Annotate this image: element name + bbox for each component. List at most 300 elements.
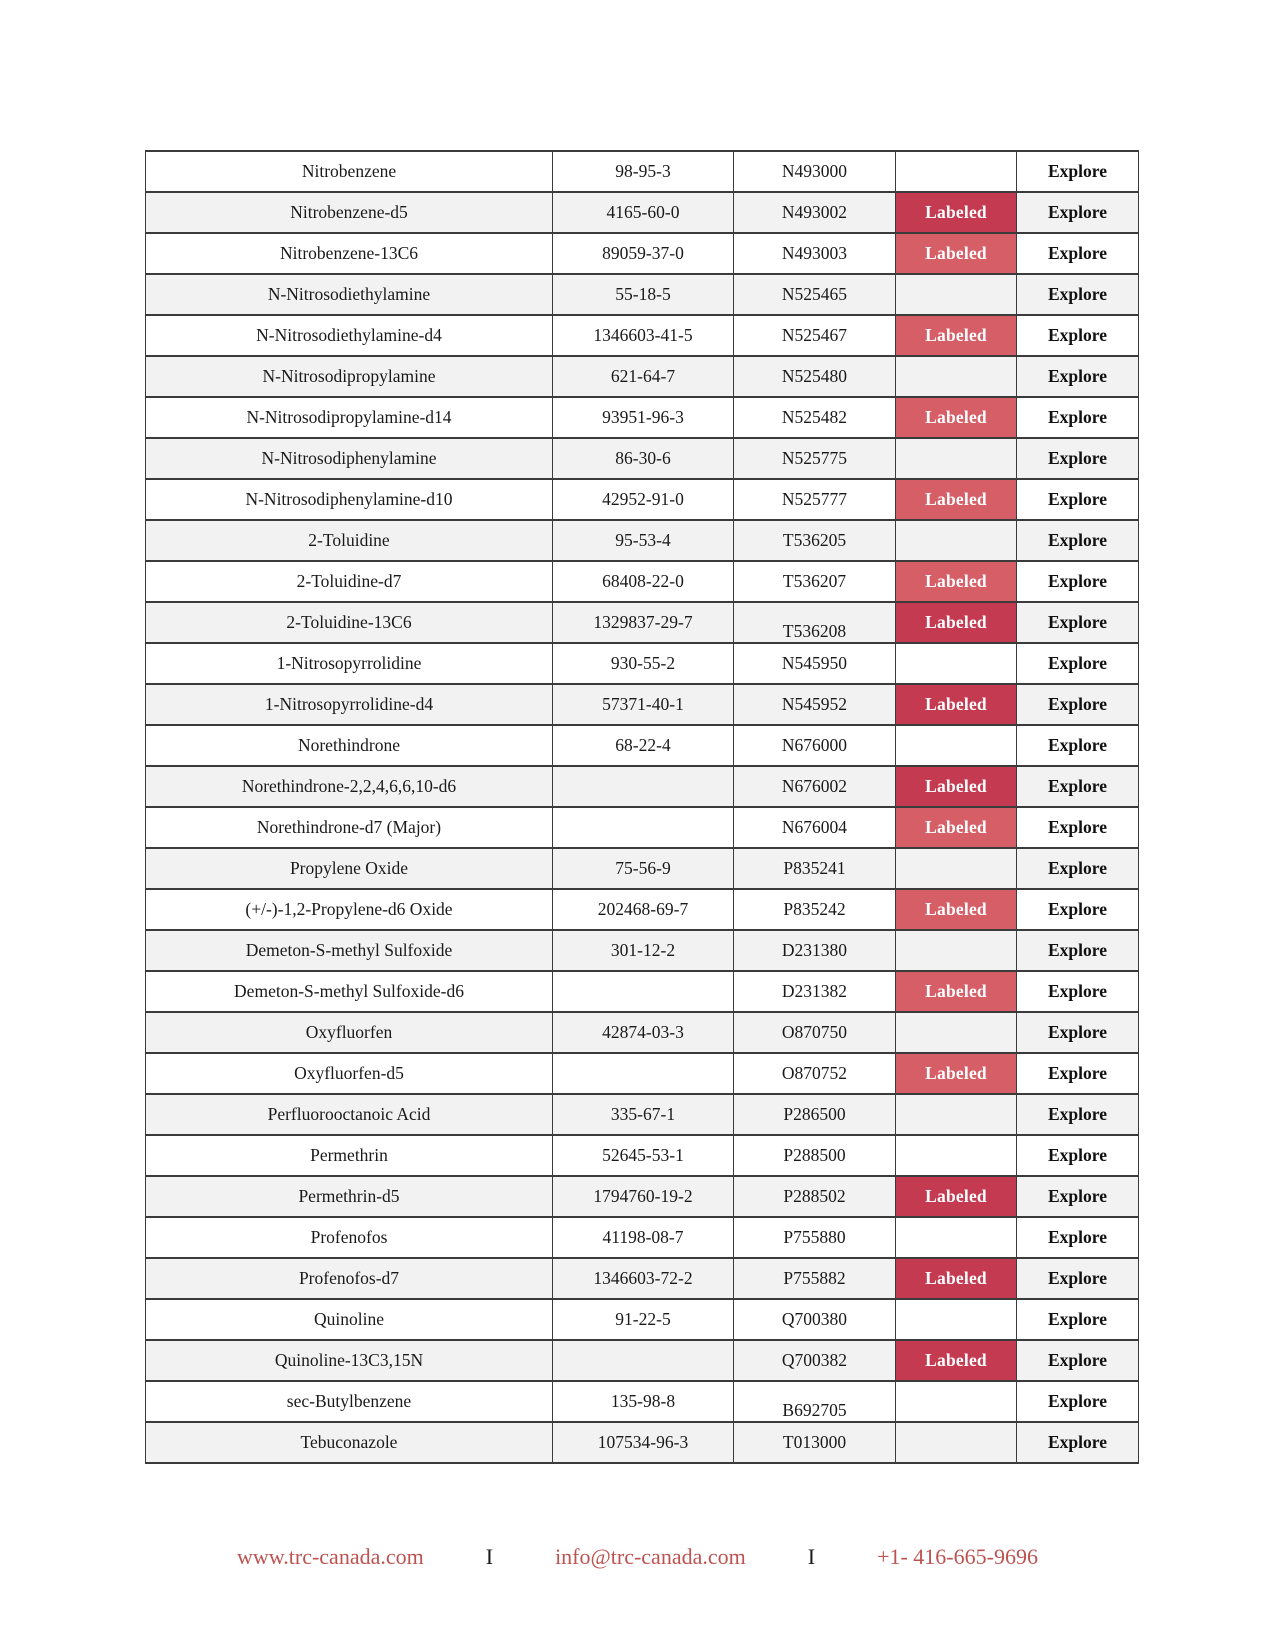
product-code-cell [734,151,896,192]
explore-link[interactable]: Explore [1048,899,1107,919]
cas-number-cell [553,1176,734,1217]
product-code-cell [734,1340,896,1381]
compound-name: Profenofos [310,1227,388,1247]
labeled-badge: Labeled [925,776,987,796]
product-code: N545950 [781,653,848,673]
compound-name-cell [146,725,553,766]
product-code-cell [734,725,896,766]
explore-link[interactable]: Explore [1048,1022,1107,1042]
labeled-badge: Labeled [925,243,987,263]
labeled-cell [896,807,1017,848]
explore-link[interactable]: Explore [1048,817,1107,837]
table-row [146,1053,1139,1094]
explore-cell [1017,807,1139,848]
labeled-cell [896,1299,1017,1340]
cas-number: 52645-53-1 [602,1145,684,1165]
product-code: N676002 [781,776,848,796]
cas-number-cell [553,1299,734,1340]
explore-cell [1017,1299,1139,1340]
labeled-badge: Labeled [925,407,987,427]
labeled-cell [896,1135,1017,1176]
labeled-cell [896,356,1017,397]
explore-cell [1017,725,1139,766]
explore-link[interactable]: Explore [1048,653,1107,673]
product-code-cell [734,192,896,233]
product-code-cell [734,233,896,274]
labeled-badge: Labeled [925,571,987,591]
table-row [146,1135,1139,1176]
explore-link[interactable]: Explore [1048,940,1107,960]
compound-name-cell [146,1217,553,1258]
compound-name: Nitrobenzene-13C6 [279,243,418,263]
product-code-cell [734,1217,896,1258]
product-code-cell [734,766,896,807]
cas-number-cell [553,889,734,930]
explore-cell [1017,684,1139,725]
compound-name-cell [146,684,553,725]
table-row [146,1217,1139,1258]
product-table-body [146,151,1139,1463]
product-code-cell [734,561,896,602]
table-row [146,684,1139,725]
cas-number-cell [553,807,734,848]
compound-name-cell [146,233,553,274]
explore-cell [1017,192,1139,233]
explore-cell [1017,971,1139,1012]
labeled-cell [896,930,1017,971]
product-code: N525775 [781,448,848,468]
product-code-cell [734,684,896,725]
table-row [146,561,1139,602]
cas-number: 202468-69-7 [597,899,689,919]
explore-link[interactable]: Explore [1048,489,1107,509]
labeled-cell [896,1340,1017,1381]
cas-number-cell [553,930,734,971]
labeled-cell [896,889,1017,930]
footer-separator: I [485,1544,494,1569]
cas-number-cell [553,315,734,356]
cas-number: 42874-03-3 [602,1022,684,1042]
product-code: P286500 [783,1104,846,1124]
compound-name-cell [146,1340,553,1381]
table-row [146,930,1139,971]
explore-cell [1017,1340,1139,1381]
table-row [146,233,1139,274]
explore-cell [1017,479,1139,520]
labeled-cell [896,520,1017,561]
table-row [146,643,1139,684]
compound-name-cell [146,397,553,438]
compound-name: N-Nitrosodiethylamine [267,284,431,304]
table-row [146,971,1139,1012]
compound-name: Quinoline-13C3,15N [274,1350,424,1370]
compound-name: N-Nitrosodiethylamine-d4 [256,325,442,345]
cas-number-cell [553,684,734,725]
cas-number: 57371-40-1 [602,694,684,714]
compound-name-cell [146,561,553,602]
cas-number-cell [553,192,734,233]
labeled-badge: Labeled [925,817,987,837]
product-code: N525777 [781,489,848,509]
cas-number: 301-12-2 [610,940,676,960]
cas-number: 1346603-72-2 [593,1268,693,1288]
labeled-cell [896,725,1017,766]
product-code: O870752 [781,1063,848,1083]
table-row [146,1422,1139,1463]
explore-link[interactable]: Explore [1048,243,1107,263]
product-code: N525480 [781,366,848,386]
cas-number-cell [553,438,734,479]
labeled-cell [896,1053,1017,1094]
compound-name-cell [146,520,553,561]
labeled-cell [896,233,1017,274]
compound-name-cell [146,151,553,192]
product-code-cell [734,315,896,356]
product-code-cell [734,1176,896,1217]
cas-number: 41198-08-7 [602,1227,684,1247]
compound-name: Perfluorooctanoic Acid [267,1104,431,1124]
explore-link[interactable]: Explore [1048,1350,1107,1370]
product-code: N525467 [781,325,848,345]
labeled-cell [896,561,1017,602]
cas-number-cell [553,1422,734,1463]
product-code: T013000 [782,1432,847,1452]
cas-number-cell [553,356,734,397]
compound-name-cell [146,479,553,520]
explore-cell [1017,1381,1139,1422]
product-code-cell [734,1422,896,1463]
explore-cell [1017,1012,1139,1053]
cas-number-cell [553,1053,734,1094]
table-row [146,766,1139,807]
table-row [146,889,1139,930]
explore-link[interactable]: Explore [1048,694,1107,714]
explore-link[interactable]: Explore [1048,530,1107,550]
table-row [146,807,1139,848]
explore-link[interactable]: Explore [1048,1104,1107,1124]
compound-name-cell [146,889,553,930]
compound-name: Oxyfluorfen [305,1022,393,1042]
compound-name-cell [146,1094,553,1135]
explore-cell [1017,1422,1139,1463]
explore-link[interactable]: Explore [1048,571,1107,591]
product-code: P755882 [783,1268,846,1288]
footer-website-link[interactable]: www.trc-canada.com [237,1544,424,1569]
footer-email-link[interactable]: info@trc-canada.com [555,1544,746,1569]
table-row [146,1258,1139,1299]
labeled-badge: Labeled [925,489,987,509]
explore-cell [1017,438,1139,479]
cas-number-cell [553,479,734,520]
cas-number: 95-53-4 [615,530,671,550]
explore-cell [1017,397,1139,438]
product-code: T536208 [782,621,847,641]
explore-cell [1017,1135,1139,1176]
product-code: T536205 [782,530,847,550]
labeled-cell [896,766,1017,807]
cas-number: 89059-37-0 [602,243,684,263]
compound-name: Oxyfluorfen-d5 [294,1063,404,1083]
footer-phone-link[interactable]: +1- 416-665-9696 [877,1544,1038,1569]
labeled-cell [896,1012,1017,1053]
compound-name: Propylene Oxide [289,858,409,878]
explore-link[interactable]: Explore [1048,1145,1107,1165]
cas-number-cell [553,848,734,889]
cas-number-cell [553,1135,734,1176]
explore-cell [1017,1094,1139,1135]
cas-number-cell [553,971,734,1012]
labeled-cell [896,1381,1017,1422]
explore-cell [1017,643,1139,684]
explore-link[interactable]: Explore [1048,612,1107,632]
table-row [146,192,1139,233]
cas-number: 55-18-5 [615,284,671,304]
compound-name-cell [146,1381,553,1422]
cas-number-cell [553,725,734,766]
explore-link[interactable]: Explore [1048,284,1107,304]
labeled-badge: Labeled [925,981,987,1001]
labeled-cell [896,479,1017,520]
product-table [145,150,1139,1464]
cas-number-cell [553,1217,734,1258]
compound-name: N-Nitrosodipropylamine [262,366,436,386]
compound-name: sec-Butylbenzene [286,1391,412,1411]
labeled-cell [896,602,1017,643]
compound-name: Quinoline [314,1309,384,1329]
compound-name-cell [146,438,553,479]
product-code: Q700382 [781,1350,848,1370]
product-code-cell [734,1094,896,1135]
cas-number-cell [553,766,734,807]
labeled-badge: Labeled [925,1268,987,1288]
labeled-cell [896,1217,1017,1258]
explore-cell [1017,889,1139,930]
product-code: N493002 [781,202,848,222]
explore-cell [1017,1217,1139,1258]
compound-name-cell [146,602,553,643]
product-code: P755880 [783,1227,846,1247]
compound-name: Tebuconazole [300,1432,398,1452]
table-row [146,1299,1139,1340]
labeled-badge: Labeled [925,1063,987,1083]
explore-cell [1017,848,1139,889]
compound-name-cell [146,1258,553,1299]
cas-number-cell [553,1012,734,1053]
compound-name: Permethrin [310,1145,388,1165]
product-code-cell [734,274,896,315]
product-code-cell [734,397,896,438]
explore-cell [1017,315,1139,356]
cas-number: 4165-60-0 [606,202,680,222]
explore-link[interactable]: Explore [1048,858,1107,878]
table-row [146,151,1139,192]
table-row [146,520,1139,561]
product-code-cell [734,438,896,479]
compound-name-cell [146,1012,553,1053]
compound-name: 2-Toluidine-d7 [296,571,402,591]
cas-number-cell [553,151,734,192]
compound-name-cell [146,1176,553,1217]
product-code: P835241 [783,858,846,878]
cas-number-cell [553,520,734,561]
product-code-cell [734,643,896,684]
explore-cell [1017,233,1139,274]
table-row [146,356,1139,397]
table-row [146,479,1139,520]
labeled-badge: Labeled [925,1186,987,1206]
labeled-cell [896,1094,1017,1135]
compound-name: 1-Nitrosopyrrolidine [276,653,422,673]
cas-number-cell [553,1094,734,1135]
cas-number: 1794760-19-2 [593,1186,693,1206]
compound-name: Norethindrone [297,735,401,755]
compound-name: Norethindrone-2,2,4,6,6,10-d6 [241,776,457,796]
explore-link[interactable]: Explore [1048,735,1107,755]
explore-cell [1017,930,1139,971]
labeled-cell [896,315,1017,356]
product-code-cell [734,1258,896,1299]
compound-name: N-Nitrosodiphenylamine-d10 [245,489,453,509]
table-row [146,848,1139,889]
cas-number: 68408-22-0 [602,571,684,591]
product-code: P288500 [783,1145,846,1165]
cas-number: 91-22-5 [615,1309,671,1329]
product-code-cell [734,1053,896,1094]
cas-number-cell [553,274,734,315]
labeled-cell [896,274,1017,315]
table-row [146,274,1139,315]
explore-cell [1017,1053,1139,1094]
product-code: N525482 [781,407,848,427]
cas-number-cell [553,643,734,684]
explore-cell [1017,1176,1139,1217]
cas-number-cell [553,1381,734,1422]
cas-number-cell [553,233,734,274]
compound-name: Demeton-S-methyl Sulfoxide-d6 [234,981,464,1001]
labeled-badge: Labeled [925,202,987,222]
labeled-cell [896,684,1017,725]
labeled-badge: Labeled [925,899,987,919]
cas-number: 135-98-8 [610,1391,676,1411]
labeled-cell [896,151,1017,192]
cas-number: 621-64-7 [610,366,676,386]
product-code-cell [734,1381,896,1422]
table-row [146,1094,1139,1135]
explore-link[interactable]: Explore [1048,1227,1107,1247]
product-code: N493000 [781,161,848,181]
explore-link[interactable]: Explore [1048,1309,1107,1329]
explore-link[interactable]: Explore [1048,407,1107,427]
labeled-cell [896,397,1017,438]
cas-number: 1346603-41-5 [593,325,693,345]
cas-number-cell [553,397,734,438]
explore-cell [1017,1258,1139,1299]
explore-link[interactable]: Explore [1048,1186,1107,1206]
product-code-cell [734,930,896,971]
table-row [146,1176,1139,1217]
product-code: N676000 [781,735,848,755]
explore-link[interactable]: Explore [1048,1268,1107,1288]
compound-name: (+/-)-1,2-Propylene-d6 Oxide [245,899,453,919]
explore-link[interactable]: Explore [1048,981,1107,1001]
product-code: T536207 [782,571,847,591]
compound-name-cell [146,766,553,807]
compound-name: Norethindrone-d7 (Major) [256,817,442,837]
compound-name-cell [146,274,553,315]
compound-name-cell [146,356,553,397]
labeled-cell [896,643,1017,684]
labeled-badge: Labeled [925,694,987,714]
product-code: Q700380 [781,1309,848,1329]
compound-name-cell [146,971,553,1012]
compound-name-cell [146,643,553,684]
product-code: D231380 [781,940,848,960]
product-code: P835242 [783,899,846,919]
table-row [146,438,1139,479]
compound-name-cell [146,1422,553,1463]
product-code: N676004 [781,817,848,837]
compound-name-cell [146,848,553,889]
cas-number-cell [553,561,734,602]
explore-link[interactable]: Explore [1048,1391,1107,1411]
product-code-cell [734,602,896,643]
compound-name: Nitrobenzene-d5 [290,202,408,222]
labeled-badge: Labeled [925,612,987,632]
cas-number: 93951-96-3 [602,407,684,427]
explore-link[interactable]: Explore [1048,161,1107,181]
labeled-cell [896,438,1017,479]
explore-link[interactable]: Explore [1048,448,1107,468]
product-code-cell [734,848,896,889]
compound-name: N-Nitrosodipropylamine-d14 [246,407,452,427]
footer-separator: I [807,1544,816,1569]
labeled-badge: Labeled [925,325,987,345]
labeled-badge: Labeled [925,1350,987,1370]
compound-name-cell [146,1135,553,1176]
labeled-cell [896,1258,1017,1299]
cas-number: 98-95-3 [615,161,671,181]
compound-name: Profenofos-d7 [298,1268,400,1288]
table-row [146,1340,1139,1381]
explore-link[interactable]: Explore [1048,776,1107,796]
footer [0,1544,1275,1570]
labeled-cell [896,848,1017,889]
explore-cell [1017,561,1139,602]
explore-cell [1017,520,1139,561]
explore-link[interactable]: Explore [1048,1432,1107,1452]
labeled-cell [896,971,1017,1012]
explore-link[interactable]: Explore [1048,366,1107,386]
explore-link[interactable]: Explore [1048,1063,1107,1083]
cas-number: 68-22-4 [615,735,671,755]
cas-number: 335-67-1 [610,1104,676,1124]
compound-name: 2-Toluidine-13C6 [286,612,412,632]
compound-name: Permethrin-d5 [298,1186,400,1206]
cas-number-cell [553,1258,734,1299]
cas-number-cell [553,602,734,643]
compound-name: 1-Nitrosopyrrolidine-d4 [264,694,434,714]
explore-link[interactable]: Explore [1048,202,1107,222]
compound-name-cell [146,315,553,356]
product-code: P288502 [783,1186,846,1206]
product-code: B692705 [782,1400,847,1420]
compound-name: Demeton-S-methyl Sulfoxide [245,940,453,960]
compound-name: 2-Toluidine [308,530,390,550]
product-code-cell [734,356,896,397]
explore-link[interactable]: Explore [1048,325,1107,345]
compound-name: N-Nitrosodiphenylamine [261,448,437,468]
product-code-cell [734,889,896,930]
